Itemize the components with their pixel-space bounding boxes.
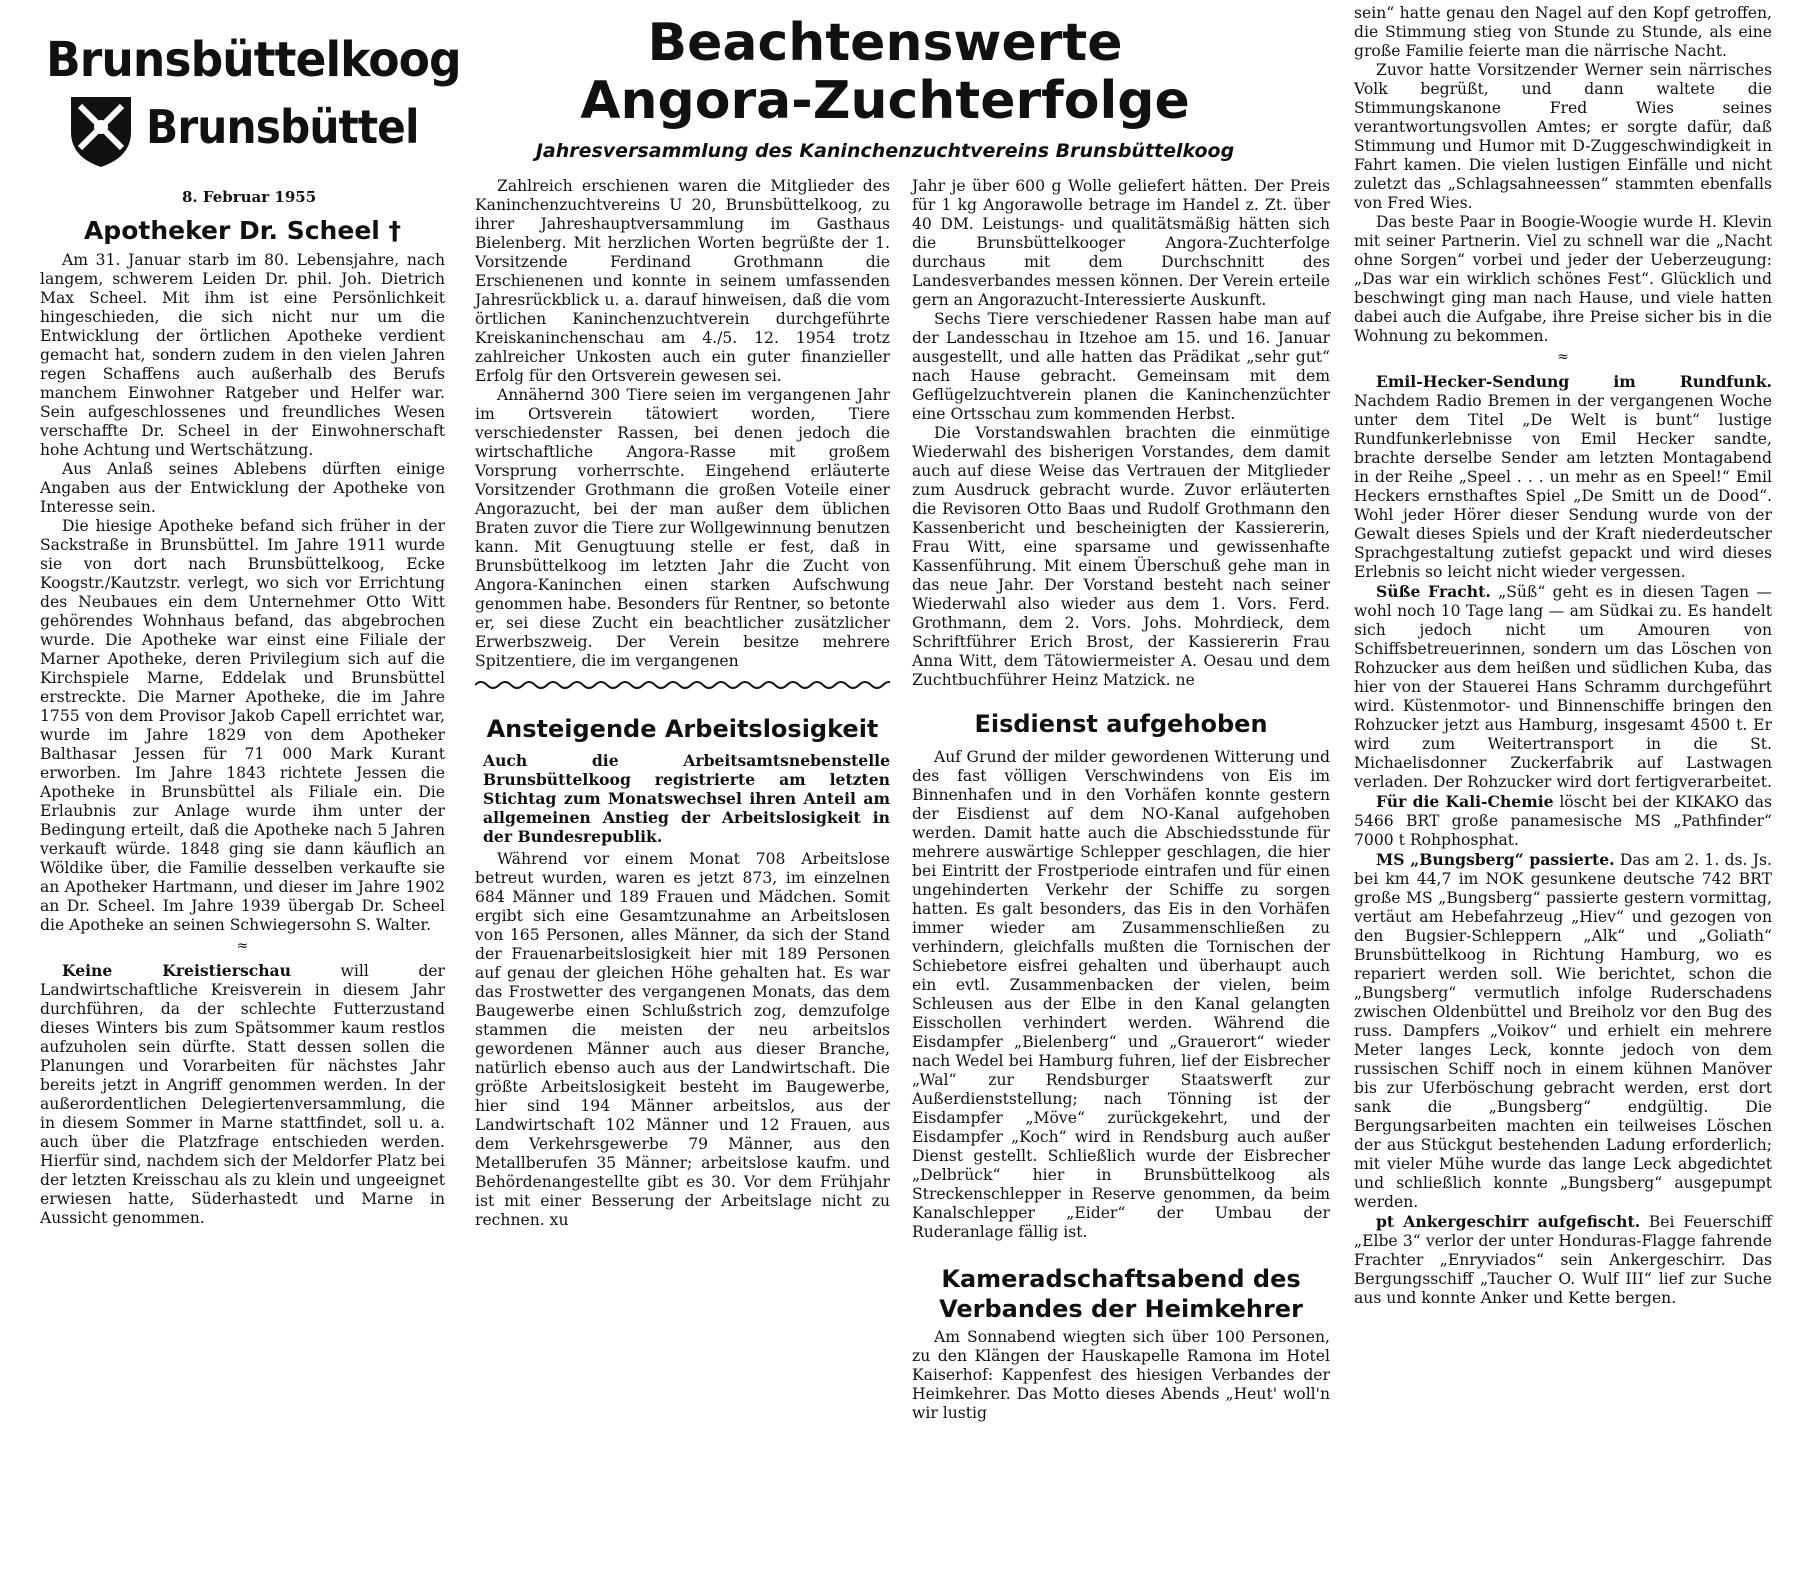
- article-heading-scheel: Apotheker Dr. Scheel †: [83, 216, 402, 245]
- kameradschaftsabend-paragraph: Am Sonnabend wiegten sich über 100 Personen, zu den Klängen der Hauskapelle Ramona im Hotel Kaiserhof: Kappenfest des hiesigen Verbandes der Heimkehrer. Das Motto dieses Abends „Heut' woll'n wir lustig: [912, 1328, 1330, 1422]
- suesse-fracht-paragraph: [1354, 582, 1772, 792]
- bungsberg-lead: MS „Bungsberg“ passierte.: [1376, 850, 1615, 869]
- decorative-wave-divider-icon: [475, 677, 890, 693]
- column-3: [912, 177, 1330, 1423]
- kali-paragraph: [1354, 792, 1772, 850]
- column-1: [40, 216, 445, 1228]
- scheel-paragraph-1: Am 31. Januar starb im 80. Lebensjahre, nach langem, schwerem Leiden Dr. phil. Joh. Dietrich Max Scheel. Mit ihm ist eine Persönlichkeit hingeschieden, die sich nicht nur um die Entwicklung der örtlichen Apotheke verdient gemacht hat, sondern zudem in den vielen Jahren regen Schaffens auch außerhalb des Berufs manchem Einwohner Ratgeber und Helfer war. Sein aufgeschlossenes und freundliches Wesen verschaffte Dr. Scheel in der Einwohnerschaft hohe Achtung und Wertschätzung.: [40, 251, 445, 459]
- masthead-title-brunsbuettel: Brunsbüttel: [146, 100, 419, 154]
- bungsberg-paragraph: [1354, 850, 1772, 1212]
- kameradschaftsabend-heading-line-1: Kameradschaftsabend des: [941, 1265, 1301, 1293]
- kali-lead: Für die Kali-Chemie: [1376, 792, 1554, 811]
- column-2: [475, 177, 890, 1230]
- separator-wave-icon: ≈: [236, 938, 249, 954]
- kreistierschau-text: will der Landwirtschaftliche Kreisverein in diesem Jahr durchführen, da der schlechte Futterzustand dieses Winters bis zum Spätsommer kaum restlos aufzuholen sein dürfte. Statt dessen sollen die Planungen und Vorarbeiten für nächstes Jahr bereits jetzt in Angriff genommen werden. In der außerordentlichen Delegiertenversammlung, die in diesem Sommer in Marne stattfindet, soll u. a. auch über die Platzfrage entschieden werden. Hierfür sind, nachdem sich der Meldorfer Platz bei der letzten Kreisschau als zu klein und ungeeignet erwiesen hatte, Süderhastedt und Marne in Aussicht genommen.: [40, 962, 445, 1227]
- ankergeschirr-paragraph: [1354, 1212, 1772, 1308]
- eisdienst-paragraph: Auf Grund der milder gewordenen Witterung und des fast völligen Verschwindens von Eis im Binnenhafen und in den Vorhäfen konnte gestern der Eisdienst auf dem NO-Kanal aufgehoben werden. Damit hatte auch die Abschiedsstunde für mehrere auswärtige Schlepper geschlagen, die hier bei Eintritt der Frostperiode eintrafen und für einen ungehinderten Verkehr der Schiffe zu sorgen hatten. Es galt besonders, das Eis in den Vorhäfen immer wieder am Zusammenschließen zu verhindern, gleichfalls mußten die Tornischen der Schiebetore eisfrei gehalten und überhaupt auch ein evtl. Zusammenbacken der vielen, beim Schleusen aus der Elbe in den Kanal gelangten Eisschollen verhindert werden. Während die Eisdampfer „Bielenberg“ und „Grauerort“ wieder nach Wedel bei Hamburg fuhren, lief der Eisbrecher „Wal“ zur Rendsburger Staatswerft zur Außerdienststellung; nach Tönning ist der Eisdampfer „Möve“ zurückgekehrt, und der Eisdampfer „Koch“ wird in Rendsburg auch außer Dienst gestellt. Schließlich wurde der Eisbrecher „Delbrück“ hier in Brunsbüttelkoog als Streckenschlepper in Reserve genommen, da beim Kanalschlepper „Eider“ der Umbau der Ruderanlage fällig ist.: [912, 748, 1330, 1241]
- column-4: [1354, 4, 1772, 1308]
- kreistierschau-lead: Keine Kreistierschau: [62, 961, 291, 980]
- article-heading-kameradschaftsabend: [912, 1264, 1330, 1324]
- kali-text: löscht bei der KIKAKO das 5466 BRT große panamesische MS „Pathfinder“ 7000 t Rohphosphat.: [1354, 793, 1772, 849]
- kameradschaftsabend-paragraph-cont: sein“ hatte genau den Nagel auf den Kopf getroffen, die Stimmung stieg von Stunde zu Stunde, als eine große Familie feierte man die närrische Nacht.: [1354, 4, 1772, 60]
- angora-paragraph-1: Zahlreich erschienen waren die Mitglieder des Kaninchenzuchtvereins U 20, Brunsbüttelkoog, zu ihrer Jahreshauptversammlung im Gasthaus Bielenberg. Mit herzlichen Worten begrüßte der 1. Vorsitzende Ferdinand Grothmann die Erschienenen und konnte in seinem umfassenden Jahresrückblick u. a. darauf hinweisen, daß die vom örtlichen Kaninchenzuchtverein durchgeführte Kreiskaninchenschau am 4./5. 12. 1954 trotz zahlreicher Unkosten auch ein guter finanzieller Erfolg für den Ortsverein gewesen sei.: [475, 177, 890, 385]
- angora-headline-line-2: Angora-Zuchterfolge: [580, 71, 1190, 131]
- arbeitslosigkeit-lead: Auch die Arbeitsamtsnebenstelle Brunsbüttelkoog registrierte am letzten Stichtag zum Monatswechsel ihren Anteil am allgemeinen Anstieg der Arbeitslosigkeit in der Bundesrepublik.: [483, 751, 890, 846]
- scheel-paragraph-3: Die hiesige Apotheke befand sich früher in der Sackstraße in Brunsbüttel. Im Jahre 1911 wurde sie von dort nach Brunsbüttelkoog, Ecke Koogstr./Kautzstr. verlegt, wo sich vor Errichtung des Neubaues ein dem Unternehmer Otto Witt gehörendes Wohnhaus befand, das abgebrochen wurde. Die Apotheke war einst eine Filiale der Marner Apotheke, deren Privilegium sich auf die Kirchspiele Marne, Eddelak und Brunsbüttel erstreckte. Die Marner Apotheke, die im Jahre 1755 von dem Provisor Jakob Capell errichtet war, wurde im Jahre 1829 von dem Apotheker Balthasar Jessen für 71 000 Mark Kurant erworben. Im Jahre 1843 richtete Jessen die Apotheke in Brunsbüttel als Filiale ein. Die Erlaubnis zur Anlage wurde ihm unter der Bedingung erteilt, daß die Apotheke nach 5 Jahren verkauft würde. 1848 ging sie dann käuflich an Wöldike über, die Familie desselben verkaufte sie an Apotheker Hartmann, und dieser im Jahre 1902 an Dr. Scheel. Im Jahre 1939 übergab Dr. Scheel die Apotheke an seinen Schwiegersohn S. Walter.: [40, 517, 445, 934]
- suesse-fracht-lead: Süße Fracht.: [1376, 582, 1491, 601]
- angora-subheadline: Jahresversammlung des Kaninchenzuchtvereins Brunsbüttelkoog: [535, 140, 1235, 162]
- ankergeschirr-lead: pt Ankergeschirr aufgefischt.: [1376, 1212, 1641, 1231]
- hecker-text: Nachdem Radio Bremen in der vergangenen Woche unter dem Titel „De Welt is bunt“ lustige Rundfunkerlebnisse von Emil Hecker sandte, brachte derselbe Sender am letzten Montagabend in der Reihe „Speel . . . un mehr as en Speel!“ Emil Heckers ernsthaftes Spiel „De Smitt un de Dood“. Wohl jeder Hörer dieser Sendung wurde von der Gewalt dieses Spiels und der Kraft niederdeutscher Sprachgestaltung zutiefst gepackt und wird dieses Erlebnis so leicht nicht wieder vergessen.: [1354, 392, 1772, 581]
- kreistierschau-paragraph: [40, 961, 445, 1228]
- masthead: [36, 22, 461, 172]
- ankergeschirr-text: Bei Feuerschiff „Elbe 3“ verlor der unter Honduras-Flagge fahrende Frachter „Enryviados“ sein Ankergeschirr. Das Bergungsschiff „Taucher O. Wulf III“ lief zur Suche aus und konnte Anker und Kette bergen.: [1354, 1213, 1772, 1307]
- hecker-lead: Emil-Hecker-Sendung im Rundfunk.: [1376, 372, 1772, 391]
- article-heading-eisdienst: Eisdienst aufgehoben: [974, 710, 1268, 738]
- masthead-title-brunsbuettelkoog: Brunsbüttelkoog: [46, 32, 461, 88]
- hecker-paragraph: [1354, 372, 1772, 582]
- kameradschaftsabend-paragraph-2: Zuvor hatte Vorsitzender Werner sein närrisches Volk begrüßt, und dann waltete die Stimmungskanone Fred Wies seines verantwortungsvollen Amtes; er sorgte dafür, daß Stimmung und Humor mit D-Zuggeschwindigkeit in Fahrt kamen. Die vielen lustigen Einfälle und nicht zuletzt das „Schlagsahneessen“ stammten ebenfalls von Fred Wies.: [1354, 61, 1772, 212]
- separator-wave-icon: ≈: [1557, 349, 1569, 365]
- angora-headline: [475, 14, 1295, 130]
- issue-date: 8. Februar 1955: [182, 188, 317, 206]
- angora-headline-line-1: Beachtenswerte: [647, 13, 1123, 73]
- article-heading-arbeitslosigkeit: Ansteigende Arbeitslosigkeit: [486, 715, 879, 743]
- kameradschaftsabend-heading-line-2: Verbandes der Heimkehrer: [939, 1295, 1303, 1323]
- scheel-paragraph-2: Aus Anlaß seines Ablebens dürften einige Angaben aus der Entwicklung der Apotheke von Interesse sein.: [40, 460, 445, 516]
- angora-paragraph-2: Annähernd 300 Tiere seien im vergangenen Jahr im Ortsverein tätowiert worden, Tiere verschiedenster Rassen, bei denen jedoch die wirtschaftliche Angora-Rasse mit großem Vorsprung vorherrschte. Eingehend erläuterte Vorsitzender Grothmann die großen Voteile einer Angorazucht, bei der man außer dem üblichen Braten zuvor die Tiere zur Wollgewinnung benutzen kann. Mit Genugtuung stelle er fest, daß in Brunsbüttelkoog im letzten Jahr die Zucht von Angora-Kaninchen einen starken Aufschwung genommen habe. Besonders für Rentner, so betonte er, sei diese Zucht ein beachtlicher zusätzlicher Erwerbszweig. Der Verein besitze mehrere Spitzentiere, die im vergangenen: [475, 386, 890, 670]
- arbeitslosigkeit-paragraph: Während vor einem Monat 708 Arbeitslose betreut wurden, waren es jetzt 873, im einzelnen 684 Männer und 189 Frauen und Mädchen. Somit ergibt sich eine Gesamtzunahme an Arbeitslosen von 165 Personen, alles Männer, da sich der Stand der Frauenarbeitslosigkeit hier mit 189 Personen auf genau der gleichen Höhe gehalten hat. Es war das Frostwetter des vergangenen Monats, das dem Baugewerbe einen Schlußstrich zog, demzufolge stammen die meisten der neu arbeitslos gewordenen Männer auch aus dieser Branche, natürlich ebenso auch aus der Landwirtschaft. Die größte Arbeitslosigkeit besteht im Baugewerbe, hier sind 194 Männer arbeitslos, aus der Landwirtschaft 102 Männer und 12 Frauen, aus dem Verkehrsgewerbe 79 Männer, aus den Metallberufen 35 Männer; arbeitslose kaufm. und Behördenangestellte gibt es 30. Vor dem Frühjahr ist mit einer Besserung der Arbeitslage nicht zu rechnen. xu: [475, 850, 890, 1229]
- kameradschaftsabend-paragraph-3: Das beste Paar in Boogie-Woogie wurde H. Klevin mit seiner Partnerin. Viel zu schnell war die „Nacht ohne Sorgen“ vorbei und jeder der Ueberzeugung: „Das war ein wirklich schönes Fest“. Glücklich und beschwingt ging man nach Hause, und viele hatten dabei auch die Aufgabe, ihre Preise sicher bis in die Wohnung zu bekommen.: [1354, 213, 1772, 345]
- suesse-fracht-text: „Süß“ geht es in diesen Tagen — wohl noch 10 Tage lang — am Südkai zu. Es handelt sich jedoch nicht um Amouren von Schiffsbetreuerinnen, sondern um das Löschen von Rohzucker aus dem heißen und südlichen Kuba, das hier von der Stauerei Hans Schramm durchgeführt wird. Küstenmotor- und Binnenschiffe bringen den Rohzucker jetzt aus Hamburg, insgesamt 4500 t. Er wird zum Weitertransport in die St. Michaelisdonner Zuckerfabrik auf Lastwagen verladen. Der Rohzucker wird dort fertigverarbeitet.: [1354, 583, 1772, 791]
- coat-of-arms-icon: [66, 92, 136, 170]
- angora-paragraph-3: Jahr je über 600 g Wolle geliefert hätten. Der Preis für 1 kg Angorawolle betrage im Handel z. Zt. über 40 DM. Leistungs- und qualitätsmäßig hätten sich die Brunsbüttelkooger Angora-Zuchterfolge durchaus mit dem Durchschnitt des Landesverbandes messen können. Der Verein erteile gern an Angorazucht-Interessierte Auskunft.: [912, 177, 1330, 309]
- angora-paragraph-5: Die Vorstandswahlen brachten die einmütige Wiederwahl des bisherigen Vorstandes, dem damit auch auf diese Weise das Vertrauen der Mitglieder zum Ausdruck gebracht wurde. Zuvor erläuterten die Revisoren Otto Baas und Rudolf Grothmann den Kassenbericht und bescheinigten der Kassiererin, Frau Witt, eine sparsame und gewissenhafte Kassenführung. Mit einem Überschuß gehe man in das neue Jahr. Der Vorstand besteht nach seiner Wiederwahl also wieder aus dem 1. Vors. Ferd. Grothmann, dem 2. Vors. Johs. Mohrdieck, dem Schriftführer Erich Brost, der Kassiererin Frau Anna Witt, dem Tätowiermeister A. Oesau und dem Zuchtbuchführer Heinz Matzick. ne: [912, 424, 1330, 689]
- bungsberg-text: Das am 2. 1. ds. Js. bei km 44,7 im NOK gesunkene deutsche 742 BRT große MS „Bungsberg“ passierte gestern vormittag, vertäut am Hebefahrzeug „Hiev“ und gezogen von den Bugsier-Schleppern „Alk“ und „Goliath“ Brunsbüttelkoog in Richtung Hamburg, wo es repariert werden soll. Wie berichtet, schon die „Bungsberg“ vermutlich infolge Ruderschadens zwischen Oldenbüttel und Breiholz vor den Bug des russ. Dampfers „Voikov“ und erhielt ein mehrere Meter langes Leck, konnte jedoch von dem russischen Schiff noch in einem kühnen Manöver bis zur Uferböschung gebracht werden, erst dort sank die „Bungsberg“ endgültig. Die Bergungsarbeiten machten ein teilweises Löschen der aus Stückgut bestehenden Ladung erforderlich; mit vieler Mühe wurde das lange Leck abgedichtet und schließlich konnte „Bungsberg“ ausgepumpt werden.: [1354, 851, 1772, 1211]
- angora-paragraph-4: Sechs Tiere verschiedener Rassen habe man auf der Landesschau in Itzehoe am 15. und 16. Januar ausgestellt, und alle hatten das Prädikat „sehr gut“ nach Hause gebracht. Gemeinsam mit dem Geflügelzuchtverein planen die Kaninchenzüchter eine Ortsschau zum kommenden Herbst.: [912, 310, 1330, 423]
